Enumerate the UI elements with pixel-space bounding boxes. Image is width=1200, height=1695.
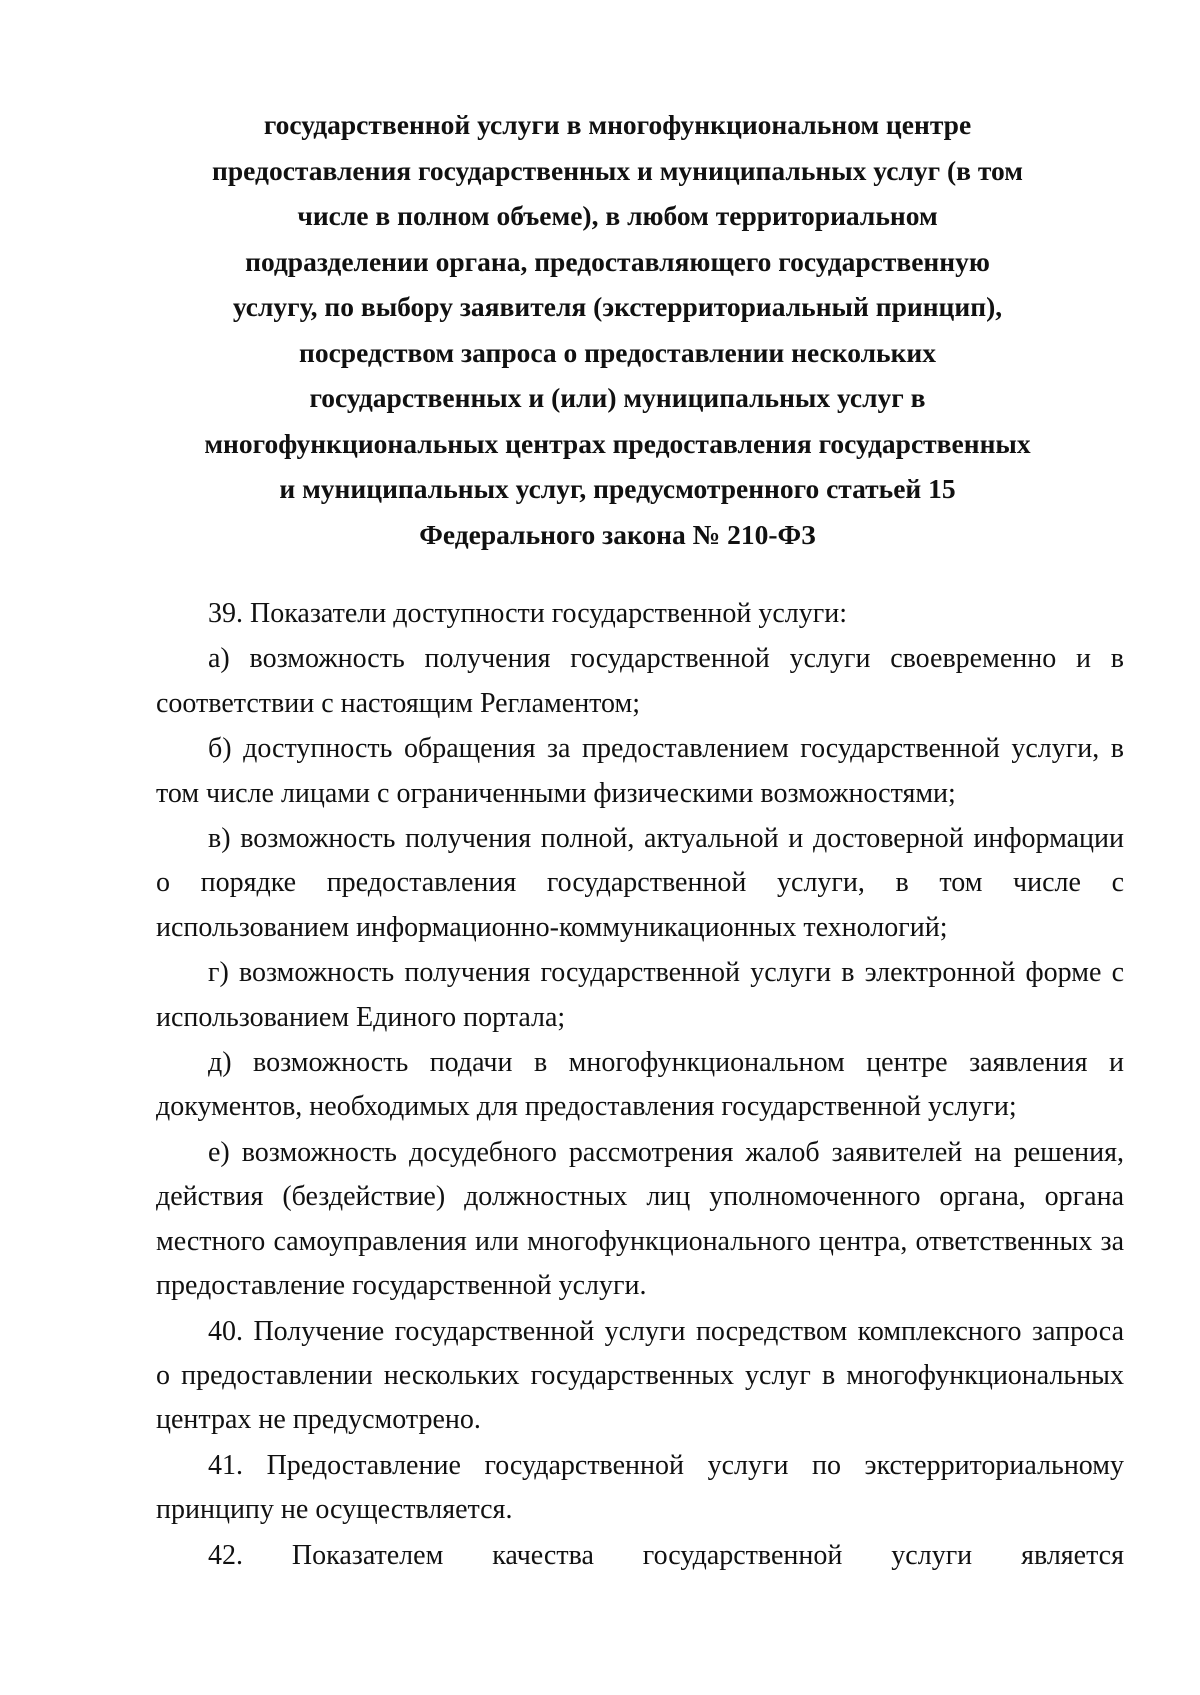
document-body — [156, 592, 1124, 1579]
paragraph-39d: д) возможность подачи в многофункциональном центре заявления и документов, необходимых для предоставления государственной услуги; — [156, 1047, 1124, 1123]
paragraph-39: 39. Показатели доступности государственной услуги: — [208, 598, 847, 629]
heading-line: услугу, по выбору заявителя (экстерриториальный принцип), — [232, 291, 1003, 322]
heading-line: государственной услуги в многофункциональном центре — [263, 109, 972, 140]
heading-line: посредством запроса о предоставлении нескольких — [298, 336, 937, 368]
heading-line: государственных и (или) муниципальных услуг в — [309, 382, 926, 413]
paragraph-39g: г) возможность получения государственной услуги в электронной форме с использованием Единого портала; — [156, 957, 1124, 1033]
paragraph-41: 41. Предоставление государственной услуги по экстерриториальному принципу не осуществляется. — [156, 1449, 1124, 1526]
heading-line: числе в полном объеме), в любом территориальном — [297, 200, 938, 231]
heading-line: Федерального закона № 210-ФЗ — [419, 518, 816, 550]
paragraph-40: 40. Получение государственной услуги посредством комплексного запроса о предоставлении нескольких государственных услуг в многофункциональных центрах не предусмотрено. — [156, 1315, 1124, 1436]
paragraph-39a: а) возможность получения государственной услуги своевременно и в соответствии с настоящим Регламентом; — [156, 643, 1124, 719]
heading-line: многофункциональных центрах предоставления государственных — [204, 427, 1031, 459]
paragraph-39v: в) возможность получения полной, актуальной и достоверной информации о порядке предоставления государственной услуги, в том числе с использованием информационно-коммуникационных технологий; — [156, 823, 1124, 943]
paragraph-39b: б) доступность обращения за предоставлением государственной услуги, в том числе лицами с ограниченными физическими возможностями; — [156, 733, 1124, 809]
section-heading — [150, 102, 1085, 557]
heading-line: предоставления государственных и муниципальных услуг (в том — [212, 154, 1023, 186]
paragraph-42: 42. Показателем качества государственной услуги является — [208, 1539, 1124, 1571]
paragraph-39e: е) возможность досудебного рассмотрения жалоб заявителей на решения, действия (бездействие) должностных лиц уполномоченного органа, органа местного самоуправления или многофункционального центра, ответственных за предоставление государственной услуги. — [156, 1136, 1124, 1302]
heading-line: и муниципальных услуг, предусмотренного статьей 15 — [279, 473, 956, 504]
heading-line: подразделении органа, предоставляющего государственную — [245, 245, 990, 277]
